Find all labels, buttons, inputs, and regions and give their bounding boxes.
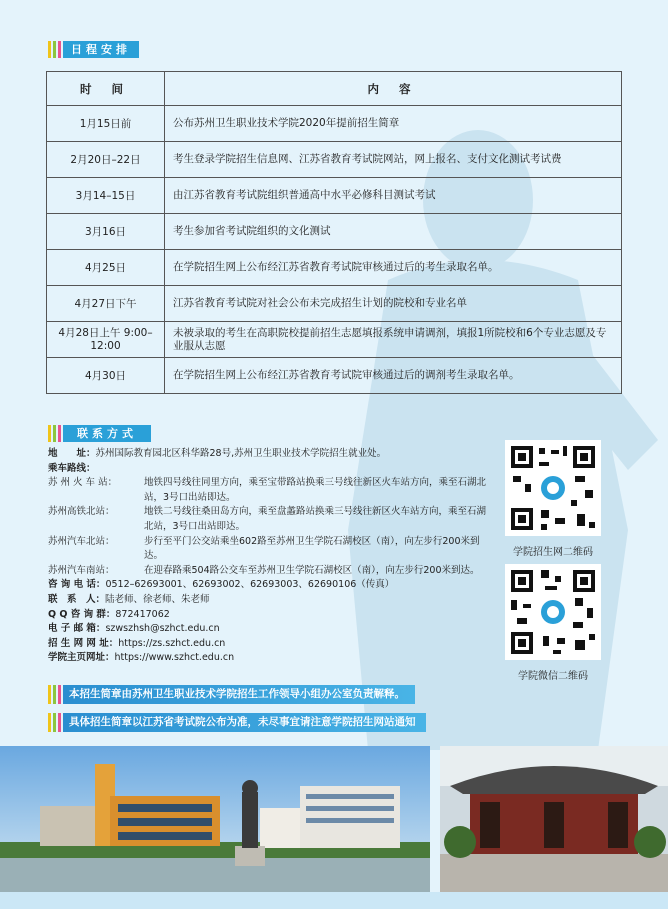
home-row <box>48 651 488 666</box>
route-row <box>48 535 488 564</box>
wechat-qr-block <box>498 564 608 682</box>
tag-color-bars <box>48 425 61 442</box>
row-time: 1月15日前 <box>47 106 165 142</box>
email-label: 电 子 邮 箱： <box>48 623 106 635</box>
schedule-table <box>46 71 622 394</box>
banner-color-bars <box>48 685 61 704</box>
route-station-label: 苏 州 火 车 站： <box>48 477 118 489</box>
homepage-link[interactable]: https://www.szhct.edu.cn <box>114 652 235 664</box>
row-time: 4月28日上午 9:00–12:00 <box>47 322 165 358</box>
table-row <box>47 250 622 286</box>
admission-website-link[interactable]: https://zs.szhct.edu.cn <box>118 637 226 649</box>
table-row <box>47 358 622 394</box>
route-text: 在迎春路乘504路公交车至苏州卫生学院石湖校区（南），向左步行200米到达。 <box>144 564 480 576</box>
wechat-qr-code-icon[interactable] <box>505 564 601 660</box>
contact-info <box>48 447 488 666</box>
row-content: 未被录取的考生在高职院校提前招生志愿填报系统申请调剂，填报1所院校和6个专业志愿及专业服从志愿 <box>165 322 622 358</box>
admission-qr-caption: 学院招生网二维码 <box>513 547 593 558</box>
banner-color-bars <box>48 713 61 732</box>
row-time: 4月30日 <box>47 358 165 394</box>
home-label: 学院主页网址： <box>48 652 115 664</box>
row-time: 3月16日 <box>47 214 165 250</box>
row-time: 4月27日下午 <box>47 286 165 322</box>
interpretation-banner <box>48 685 415 704</box>
address-label: 地 址： <box>48 448 96 459</box>
bottom-strip <box>0 892 668 909</box>
table-row <box>47 214 622 250</box>
person-value: 陆老师、徐老师、朱老师 <box>105 593 210 605</box>
row-time: 2月20日–22日 <box>47 142 165 178</box>
row-content: 由江苏省教育考试院组织普通高中水平必修科目测试考试 <box>165 178 622 214</box>
route-label: 乘车路线： <box>48 462 96 474</box>
route-heading-row <box>48 462 488 477</box>
email-row <box>48 622 488 637</box>
campus-photo <box>0 746 430 892</box>
row-content: 在学院招生网上公布经江苏省教育考试院审核通过后的考生录取名单。 <box>165 250 622 286</box>
notice-banner-text: 具体招生简章以江苏省考试院公布为准，未尽事宜请注意学院招生网站通知 <box>63 713 426 732</box>
contact-section-tag <box>48 425 151 442</box>
schedule-section-title: 日程安排 <box>63 41 139 58</box>
route-row <box>48 505 488 534</box>
address-row <box>48 447 488 462</box>
wechat-qr-caption: 学院微信二维码 <box>518 671 588 682</box>
row-content: 在学院招生网上公布经江苏省教育考试院审核通过后的调剂考生录取名单。 <box>165 358 622 394</box>
row-time: 4月25日 <box>47 250 165 286</box>
route-row <box>48 476 488 505</box>
route-station-label: 苏州汽车北站： <box>48 535 115 547</box>
route-text: 地铁四号线往同里方向，乘至宝带路站换乘三号线往新区火车站方向，乘至石湖北站，3号口出站即达。 <box>144 477 487 503</box>
route-station-label: 苏州汽车南站： <box>48 564 115 576</box>
route-text: 地铁二号线往桑田岛方向，乘至盘蠡路站换乘三号线往新区火车站方向，乘至石湖北站，3号口出站即达。 <box>144 506 487 532</box>
phone-value: 0512–62693001、62693002、62693003、62690106（传真） <box>105 579 395 591</box>
table-row <box>47 142 622 178</box>
row-content: 江苏省教育考试院对社会公布未完成招生计划的院校和专业名单 <box>165 286 622 322</box>
web-label: 招 生 网 网 址： <box>48 637 119 649</box>
contact-section-title: 联系方式 <box>63 425 151 442</box>
route-text: 步行至平门公交站乘坐602路至苏州卫生学院石湖校区（南），向左步行200米到达。 <box>144 535 480 562</box>
header-time: 时 间 <box>47 72 165 106</box>
historic-building-photo <box>440 746 668 892</box>
web-row <box>48 637 488 652</box>
route-row <box>48 564 488 579</box>
address-value: 苏州国际教育园北区科华路28号,苏州卫生职业技术学院招生就业处。 <box>95 448 387 459</box>
email-value[interactable]: szwszhsh@szhct.edu.cn <box>105 623 220 635</box>
phone-label: 咨 询 电 话： <box>48 579 106 591</box>
notice-banner <box>48 713 426 732</box>
table-row <box>47 286 622 322</box>
row-content: 公布苏州卫生职业技术学院2020年提前招生简章 <box>165 106 622 142</box>
person-row <box>48 593 488 608</box>
row-time: 3月14–15日 <box>47 178 165 214</box>
header-content: 内 容 <box>165 72 622 106</box>
qq-label: Q Q 咨 询 群： <box>48 608 116 620</box>
route-station-label: 苏州高铁北站： <box>48 506 115 518</box>
tag-color-bars <box>48 41 61 58</box>
table-row <box>47 178 622 214</box>
interpretation-banner-text: 本招生简章由苏州卫生职业技术学院招生工作领导小组办公室负责解释。 <box>63 685 415 704</box>
table-row <box>47 322 622 358</box>
admission-qr-block <box>498 440 608 558</box>
qq-value: 872417062 <box>115 608 170 620</box>
qq-row <box>48 608 488 623</box>
table-row <box>47 106 622 142</box>
admission-qr-code-icon[interactable] <box>505 440 601 536</box>
row-content: 考生登录学院招生信息网、江苏省教育考试院网站，网上报名、支付文化测试考试费 <box>165 142 622 178</box>
table-header-row <box>47 72 622 106</box>
schedule-section-tag <box>48 41 139 58</box>
person-label: 联 系 人： <box>48 593 106 605</box>
row-content: 考生参加省考试院组织的文化测试 <box>165 214 622 250</box>
phone-row <box>48 578 488 593</box>
